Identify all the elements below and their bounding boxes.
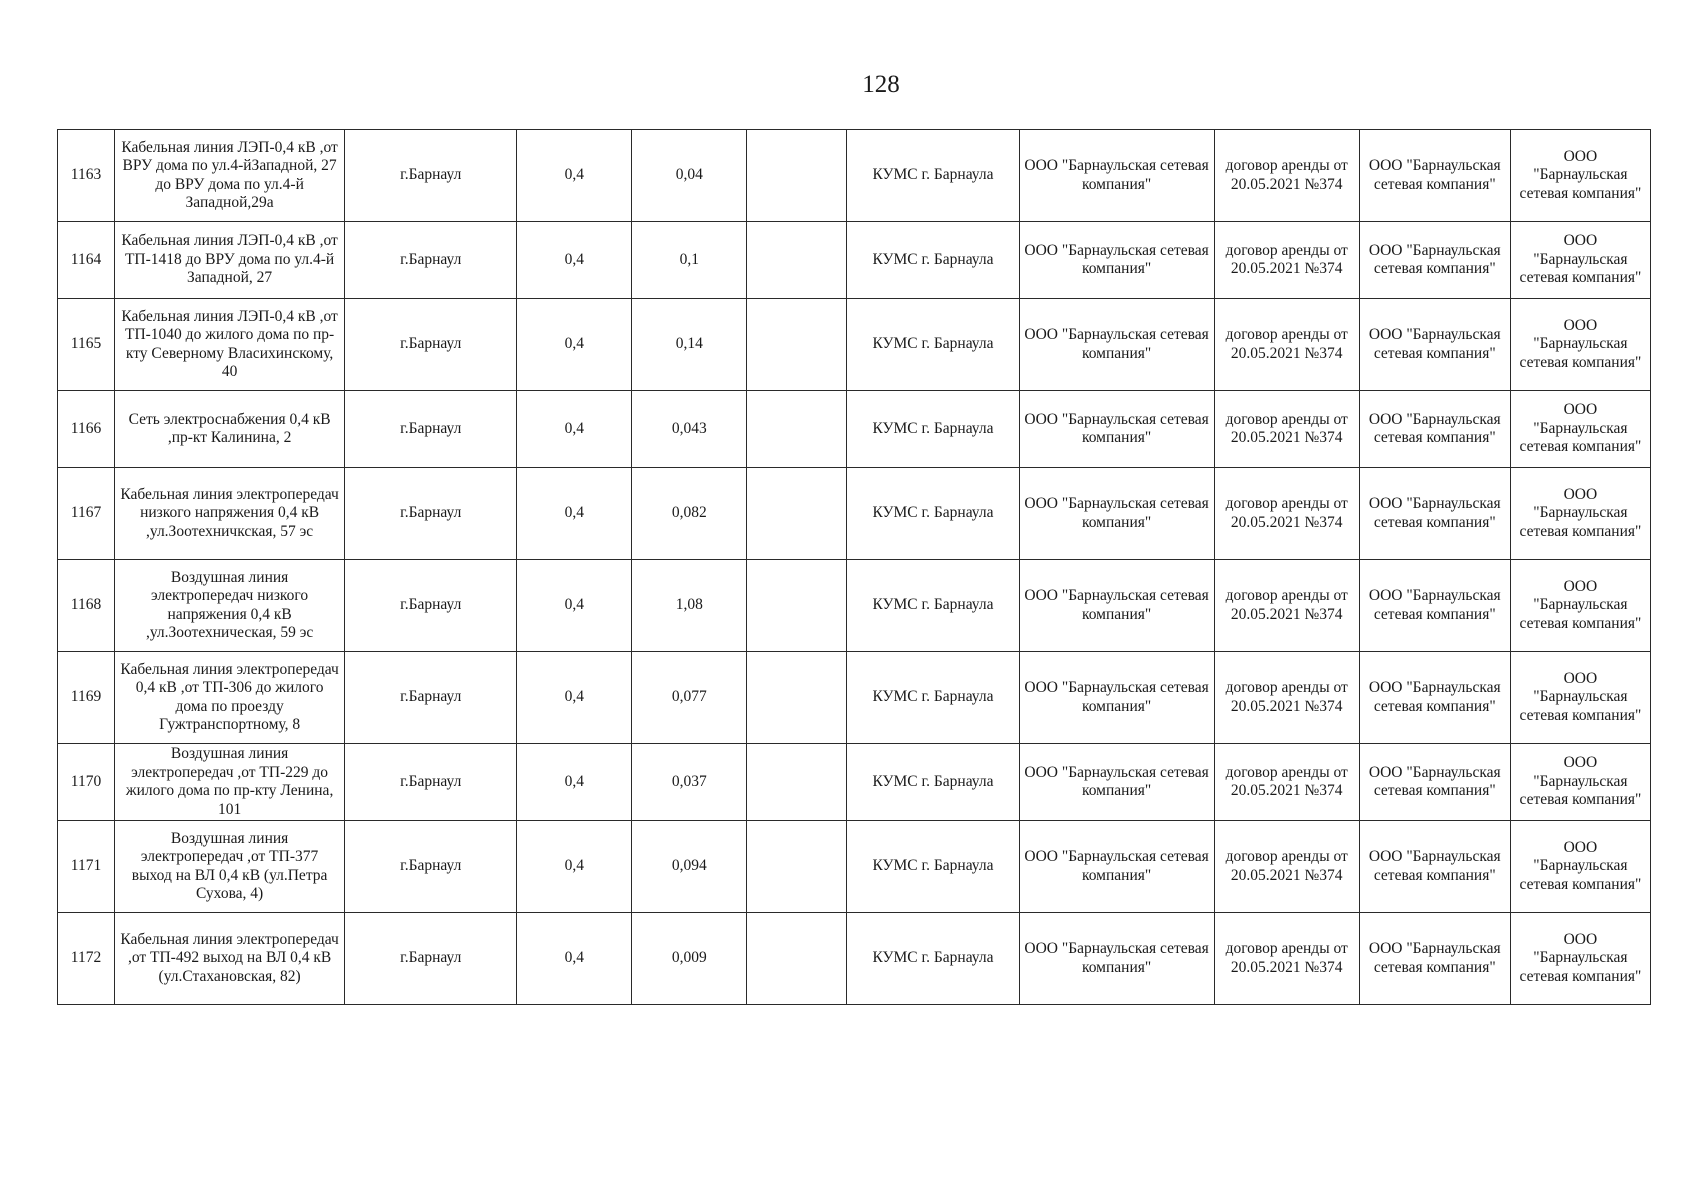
voltage-cell: 0,4 xyxy=(517,468,632,560)
voltage-cell: 0,4 xyxy=(517,744,632,821)
location-cell: г.Барнаул xyxy=(345,560,517,652)
row-number-cell: 1164 xyxy=(58,222,115,299)
owner-cell: КУМС г. Барнаула xyxy=(847,468,1019,560)
table-row xyxy=(58,744,1651,821)
operator-cell: ООО "Барнаульская сетевая компания" xyxy=(1359,913,1510,1005)
length-cell: 0,082 xyxy=(632,468,747,560)
document-cell: договор аренды от 20.05.2021 №374 xyxy=(1214,299,1359,391)
registry-table-body xyxy=(58,130,1651,1005)
holder-cell: ООО "Барнаульская сетевая компания" xyxy=(1019,913,1214,1005)
holder-cell: ООО "Барнаульская сетевая компания" xyxy=(1019,299,1214,391)
holder-cell: ООО "Барнаульская сетевая компания" xyxy=(1019,130,1214,222)
table-row xyxy=(58,560,1651,652)
object-name-cell: Кабельная линия ЛЭП-0,4 кВ ,от ВРУ дома по ул.4-йЗападной, 27 до ВРУ дома по ул.4-й Западной,29а xyxy=(115,130,345,222)
operator-2-cell: ООО "Барнаульская сетевая компания" xyxy=(1510,130,1650,222)
owner-cell: КУМС г. Барнаула xyxy=(847,299,1019,391)
empty-cell xyxy=(747,821,847,913)
object-name-cell: Сеть электроснабжения 0,4 кВ ,пр-кт Калинина, 2 xyxy=(115,391,345,468)
voltage-cell: 0,4 xyxy=(517,391,632,468)
row-number-cell: 1165 xyxy=(58,299,115,391)
table-row xyxy=(58,222,1651,299)
length-cell: 0,043 xyxy=(632,391,747,468)
object-name-cell: Кабельная линия ЛЭП-0,4 кВ ,от ТП-1418 до ВРУ дома по ул.4-й Западной, 27 xyxy=(115,222,345,299)
operator-2-cell: ООО "Барнаульская сетевая компания" xyxy=(1510,222,1650,299)
empty-cell xyxy=(747,130,847,222)
document-cell: договор аренды от 20.05.2021 №374 xyxy=(1214,222,1359,299)
location-cell: г.Барнаул xyxy=(345,652,517,744)
operator-cell: ООО "Барнаульская сетевая компания" xyxy=(1359,130,1510,222)
empty-cell xyxy=(747,652,847,744)
owner-cell: КУМС г. Барнаула xyxy=(847,744,1019,821)
row-number-cell: 1166 xyxy=(58,391,115,468)
document-cell: договор аренды от 20.05.2021 №374 xyxy=(1214,560,1359,652)
operator-cell: ООО "Барнаульская сетевая компания" xyxy=(1359,821,1510,913)
empty-cell xyxy=(747,299,847,391)
operator-2-cell: ООО "Барнаульская сетевая компания" xyxy=(1510,468,1650,560)
row-number-cell: 1163 xyxy=(58,130,115,222)
location-cell: г.Барнаул xyxy=(345,391,517,468)
length-cell: 0,04 xyxy=(632,130,747,222)
table-row xyxy=(58,913,1651,1005)
empty-cell xyxy=(747,391,847,468)
registry-table xyxy=(57,129,1651,1005)
location-cell: г.Барнаул xyxy=(345,744,517,821)
empty-cell xyxy=(747,222,847,299)
object-name-cell: Воздушная линия электропередач ,от ТП-229 до жилого дома по пр-кту Ленина, 101 xyxy=(115,744,345,821)
operator-2-cell: ООО "Барнаульская сетевая компания" xyxy=(1510,560,1650,652)
page-number: 128 xyxy=(862,71,900,98)
row-number-cell: 1168 xyxy=(58,560,115,652)
voltage-cell: 0,4 xyxy=(517,222,632,299)
object-name-cell: Кабельная линия электропередач низкого напряжения 0,4 кВ ,ул.Зоотехничкская, 57 эс xyxy=(115,468,345,560)
empty-cell xyxy=(747,913,847,1005)
table-row xyxy=(58,821,1651,913)
holder-cell: ООО "Барнаульская сетевая компания" xyxy=(1019,222,1214,299)
row-number-cell: 1167 xyxy=(58,468,115,560)
table-row xyxy=(58,468,1651,560)
length-cell: 0,14 xyxy=(632,299,747,391)
object-name-cell: Кабельная линия электропередач 0,4 кВ ,от ТП-306 до жилого дома по проезду Гужтранспортному, 8 xyxy=(115,652,345,744)
location-cell: г.Барнаул xyxy=(345,222,517,299)
operator-cell: ООО "Барнаульская сетевая компания" xyxy=(1359,391,1510,468)
voltage-cell: 0,4 xyxy=(517,560,632,652)
holder-cell: ООО "Барнаульская сетевая компания" xyxy=(1019,821,1214,913)
empty-cell xyxy=(747,468,847,560)
location-cell: г.Барнаул xyxy=(345,913,517,1005)
voltage-cell: 0,4 xyxy=(517,652,632,744)
row-number-cell: 1172 xyxy=(58,913,115,1005)
operator-2-cell: ООО "Барнаульская сетевая компания" xyxy=(1510,744,1650,821)
length-cell: 0,077 xyxy=(632,652,747,744)
row-number-cell: 1170 xyxy=(58,744,115,821)
document-cell: договор аренды от 20.05.2021 №374 xyxy=(1214,913,1359,1005)
length-cell: 1,08 xyxy=(632,560,747,652)
document-cell: договор аренды от 20.05.2021 №374 xyxy=(1214,391,1359,468)
holder-cell: ООО "Барнаульская сетевая компания" xyxy=(1019,652,1214,744)
table-row xyxy=(58,130,1651,222)
holder-cell: ООО "Барнаульская сетевая компания" xyxy=(1019,560,1214,652)
location-cell: г.Барнаул xyxy=(345,468,517,560)
operator-cell: ООО "Барнаульская сетевая компания" xyxy=(1359,222,1510,299)
table-row xyxy=(58,299,1651,391)
length-cell: 0,009 xyxy=(632,913,747,1005)
operator-cell: ООО "Барнаульская сетевая компания" xyxy=(1359,299,1510,391)
table-row xyxy=(58,391,1651,468)
document-cell: договор аренды от 20.05.2021 №374 xyxy=(1214,744,1359,821)
document-cell: договор аренды от 20.05.2021 №374 xyxy=(1214,468,1359,560)
object-name-cell: Воздушная линия электропередач ,от ТП-377 выход на ВЛ 0,4 кВ (ул.Петра Сухова, 4) xyxy=(115,821,345,913)
voltage-cell: 0,4 xyxy=(517,913,632,1005)
owner-cell: КУМС г. Барнаула xyxy=(847,821,1019,913)
operator-2-cell: ООО "Барнаульская сетевая компания" xyxy=(1510,821,1650,913)
owner-cell: КУМС г. Барнаула xyxy=(847,913,1019,1005)
object-name-cell: Кабельная линия электропередач ,от ТП-492 выход на ВЛ 0,4 кВ (ул.Стахановская, 82) xyxy=(115,913,345,1005)
row-number-cell: 1171 xyxy=(58,821,115,913)
document-cell: договор аренды от 20.05.2021 №374 xyxy=(1214,821,1359,913)
operator-cell: ООО "Барнаульская сетевая компания" xyxy=(1359,652,1510,744)
table-row xyxy=(58,652,1651,744)
voltage-cell: 0,4 xyxy=(517,299,632,391)
location-cell: г.Барнаул xyxy=(345,130,517,222)
operator-2-cell: ООО "Барнаульская сетевая компания" xyxy=(1510,913,1650,1005)
empty-cell xyxy=(747,560,847,652)
document-cell: договор аренды от 20.05.2021 №374 xyxy=(1214,652,1359,744)
owner-cell: КУМС г. Барнаула xyxy=(847,652,1019,744)
location-cell: г.Барнаул xyxy=(345,821,517,913)
operator-cell: ООО "Барнаульская сетевая компания" xyxy=(1359,468,1510,560)
voltage-cell: 0,4 xyxy=(517,821,632,913)
document-cell: договор аренды от 20.05.2021 №374 xyxy=(1214,130,1359,222)
object-name-cell: Кабельная линия ЛЭП-0,4 кВ ,от ТП-1040 до жилого дома по пр-кту Северному Власихинскому, 40 xyxy=(115,299,345,391)
operator-cell: ООО "Барнаульская сетевая компания" xyxy=(1359,744,1510,821)
length-cell: 0,094 xyxy=(632,821,747,913)
holder-cell: ООО "Барнаульская сетевая компания" xyxy=(1019,468,1214,560)
location-cell: г.Барнаул xyxy=(345,299,517,391)
voltage-cell: 0,4 xyxy=(517,130,632,222)
length-cell: 0,037 xyxy=(632,744,747,821)
empty-cell xyxy=(747,744,847,821)
operator-2-cell: ООО "Барнаульская сетевая компания" xyxy=(1510,299,1650,391)
owner-cell: КУМС г. Барнаула xyxy=(847,391,1019,468)
holder-cell: ООО "Барнаульская сетевая компания" xyxy=(1019,391,1214,468)
object-name-cell: Воздушная линия электропередач низкого напряжения 0,4 кВ ,ул.Зоотехническая, 59 эс xyxy=(115,560,345,652)
row-number-cell: 1169 xyxy=(58,652,115,744)
owner-cell: КУМС г. Барнаула xyxy=(847,130,1019,222)
operator-2-cell: ООО "Барнаульская сетевая компания" xyxy=(1510,391,1650,468)
owner-cell: КУМС г. Барнаула xyxy=(847,560,1019,652)
holder-cell: ООО "Барнаульская сетевая компания" xyxy=(1019,744,1214,821)
operator-2-cell: ООО "Барнаульская сетевая компания" xyxy=(1510,652,1650,744)
owner-cell: КУМС г. Барнаула xyxy=(847,222,1019,299)
operator-cell: ООО "Барнаульская сетевая компания" xyxy=(1359,560,1510,652)
length-cell: 0,1 xyxy=(632,222,747,299)
